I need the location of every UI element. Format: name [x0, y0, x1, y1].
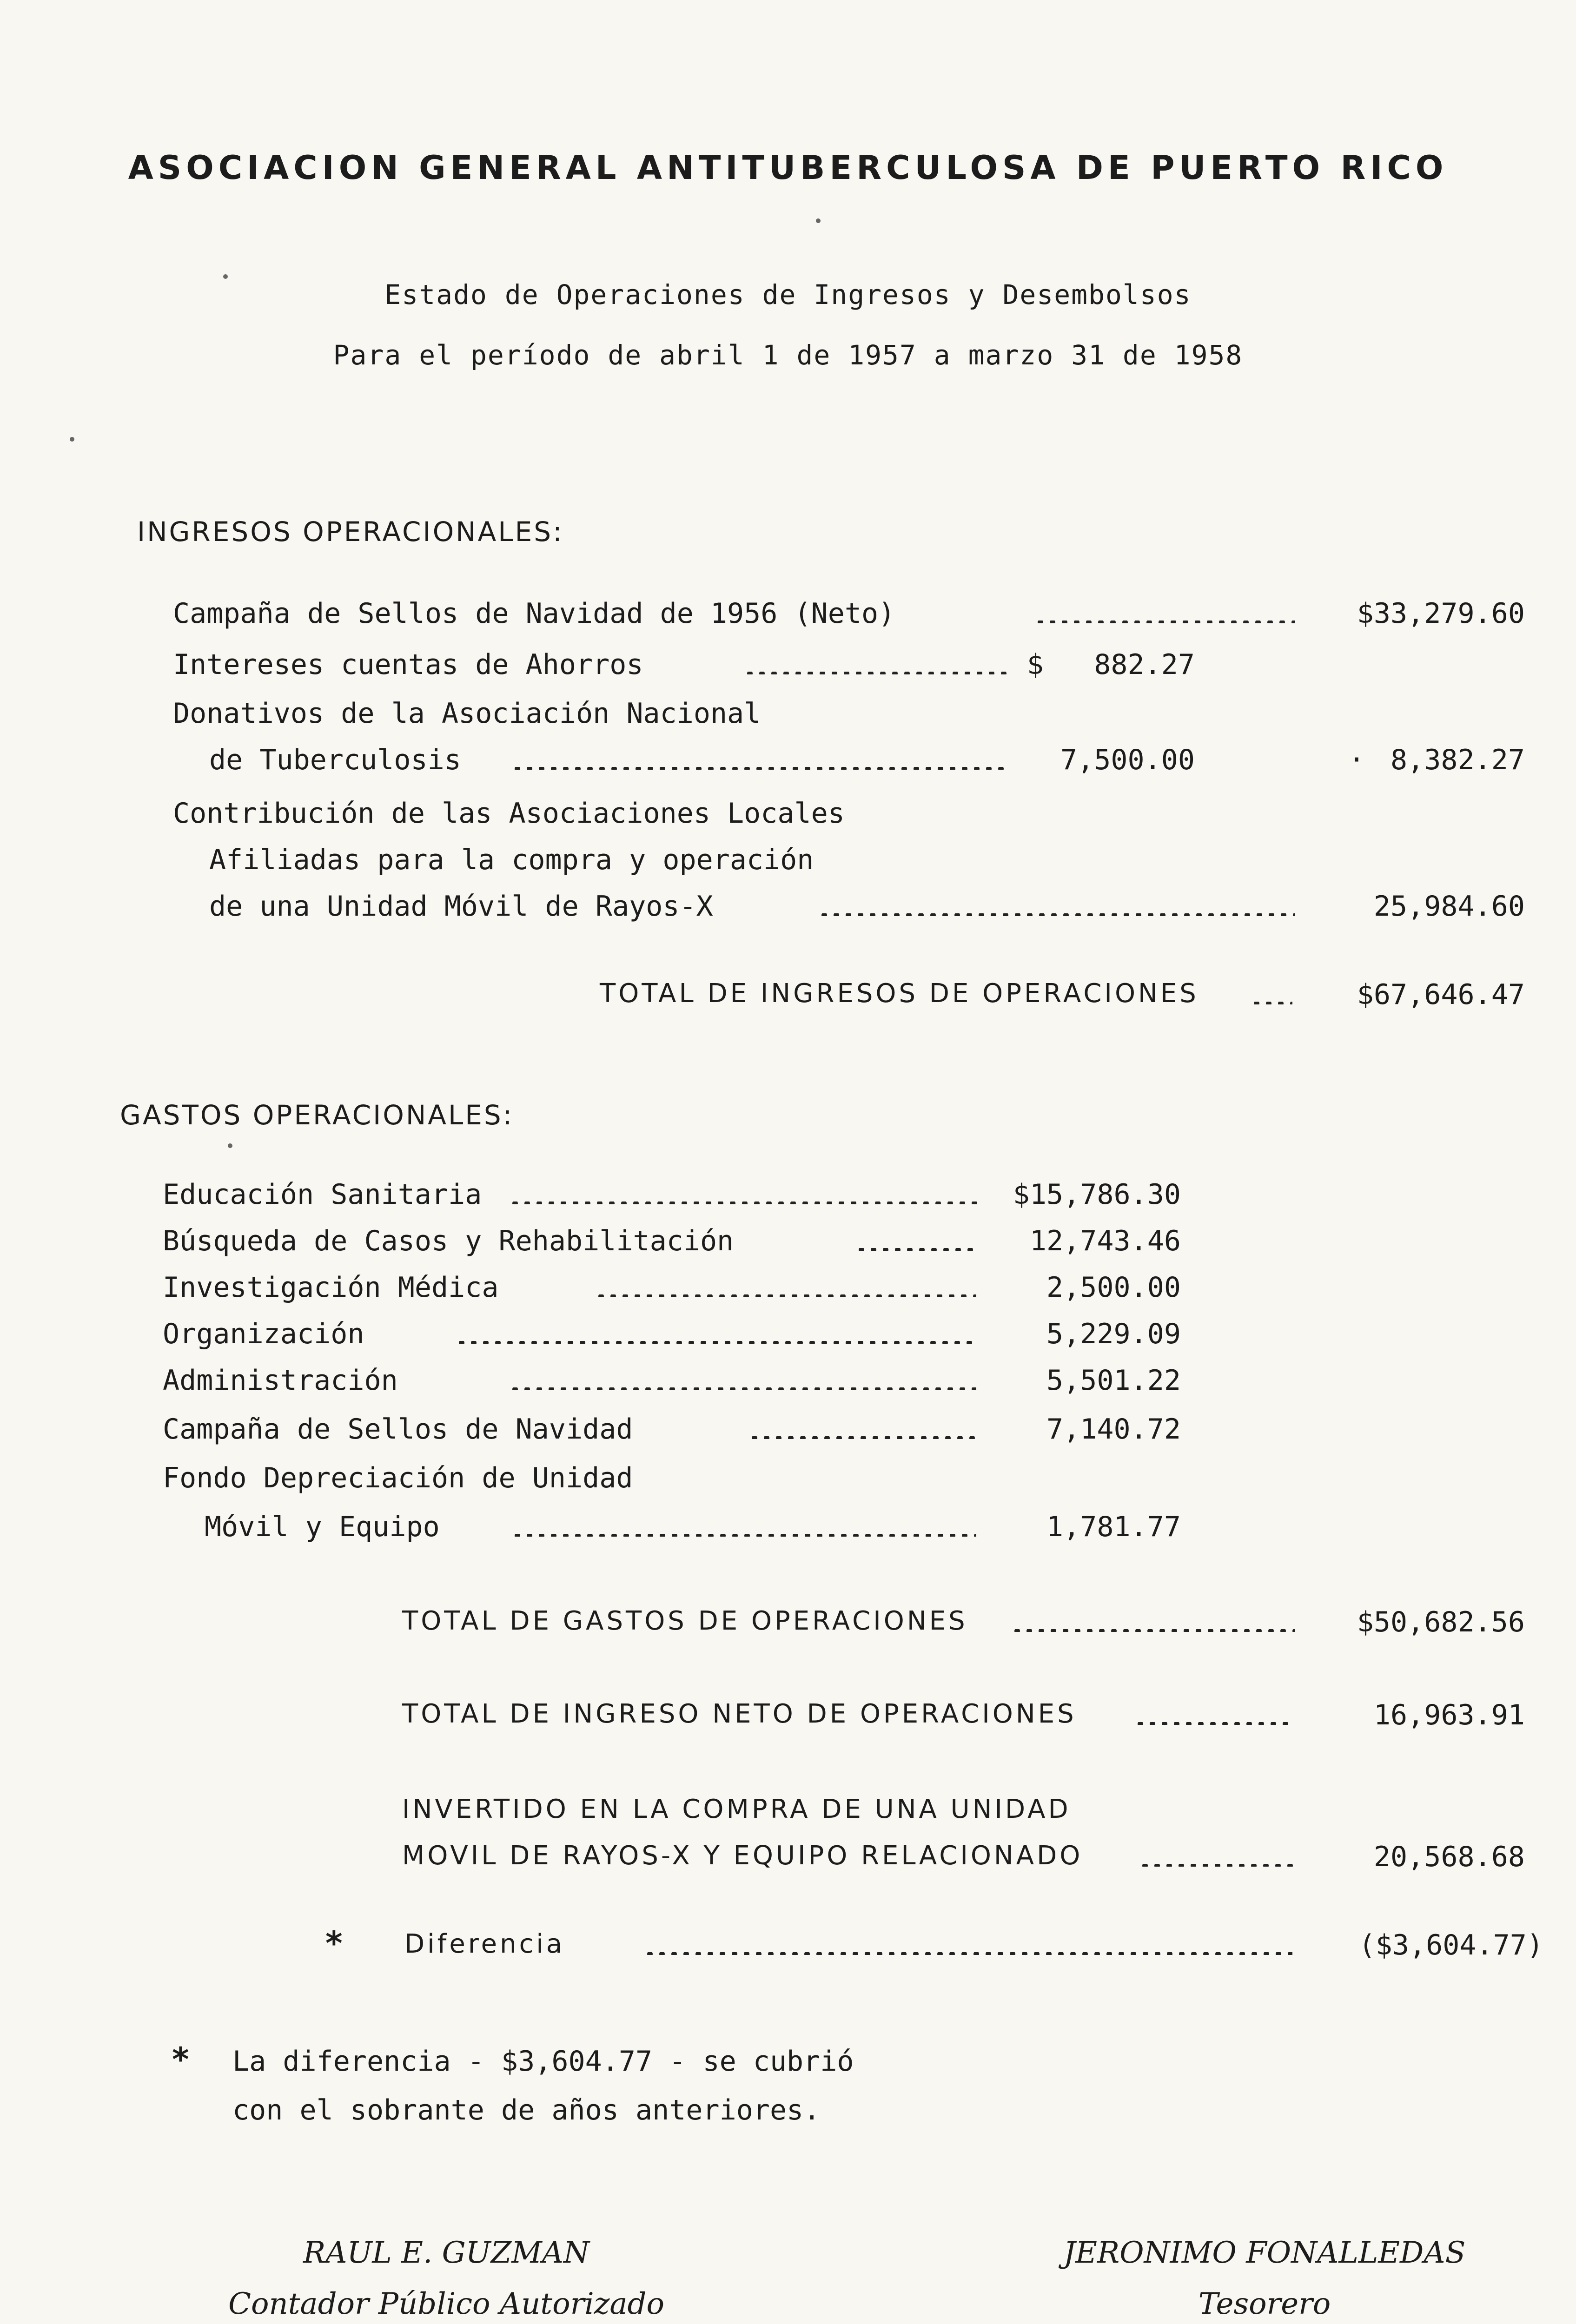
signatory-left-name: RAUL E. GUZMAN — [303, 2236, 589, 2270]
note-asterisk: * — [172, 2040, 189, 2079]
diferencia-label: Diferencia — [404, 1929, 565, 1959]
ingresos-heading: INGRESOS OPERACIONALES: — [137, 516, 564, 548]
gasto-label: Educación Sanitaria — [163, 1178, 482, 1211]
gasto-amount: 5,229.09 — [1046, 1318, 1181, 1350]
gasto-amount: 12,743.46 — [1029, 1225, 1181, 1257]
statement-subtitle: Estado de Operaciones de Ingresos y Desembolsos — [384, 279, 1192, 310]
leader-dots — [1034, 621, 1295, 623]
leader-dots — [456, 1341, 976, 1344]
leader-dots — [595, 1294, 976, 1297]
signatory-right-name: JERONIMO FONALLEDAS — [1063, 2236, 1466, 2270]
total-ingresos-value: $67,646.47 — [1357, 978, 1525, 1011]
intereses-label: Intereses cuentas de Ahorros — [173, 648, 643, 681]
period-subtitle: Para el período de abril 1 de 1957 a marzo 31 de 1958 — [333, 339, 1243, 371]
signatory-left-title: Contador Público Autorizado — [228, 2287, 665, 2321]
donativos-label-1: Donativos de la Asociación Nacional — [173, 697, 761, 730]
invertido-label-2: MOVIL DE RAYOS-X Y EQUIPO RELACIONADO — [402, 1841, 1083, 1871]
gasto-amount: $15,786.30 — [1013, 1178, 1181, 1211]
gasto-amount: 7,140.72 — [1046, 1413, 1181, 1446]
scan-speck — [816, 218, 821, 223]
leader-dots — [744, 672, 1007, 674]
note-line-1: La diferencia - $3,604.77 - se cubrió — [232, 2045, 854, 2078]
gastos-heading: GASTOS OPERACIONALES: — [120, 1099, 514, 1131]
leader-dots — [1011, 1629, 1295, 1632]
total-gastos-label: TOTAL DE GASTOS DE OPERACIONES — [402, 1606, 968, 1636]
donativos-subtotal: 8,382.27 — [1391, 744, 1525, 776]
contribucion-label-1: Contribución de las Asociaciones Locales — [173, 797, 845, 830]
total-neto-value: 16,963.91 — [1373, 1699, 1525, 1731]
gasto-label: Organización — [163, 1318, 364, 1350]
gasto-label: Campaña de Sellos de Navidad — [163, 1413, 633, 1446]
scan-speck — [223, 274, 228, 279]
gasto-label: Búsqueda de Casos y Rehabilitación — [163, 1225, 734, 1257]
leader-dots — [511, 767, 1009, 770]
contribucion-label-2: Afiliadas para la compra y operación — [209, 844, 814, 876]
leader-dots — [818, 913, 1295, 916]
scan-speck — [228, 1143, 232, 1148]
leader-dots — [1134, 1722, 1295, 1725]
bullet-dot: · — [1348, 744, 1365, 776]
fondo-label-1: Fondo Depreciación de Unidad — [163, 1462, 633, 1494]
gasto-label: Administración — [163, 1364, 398, 1397]
donativos-label-2: de Tuberculosis — [209, 744, 461, 776]
total-ingresos-label: TOTAL DE INGRESOS DE OPERACIONES — [600, 978, 1199, 1009]
gasto-amount: 5,501.22 — [1046, 1364, 1181, 1397]
signatory-right-title: Tesorero — [1198, 2287, 1331, 2321]
diferencia-value: ($3,604.77) — [1358, 1929, 1543, 1961]
invertido-value: 20,568.68 — [1373, 1841, 1525, 1873]
scan-speck — [70, 437, 74, 442]
leader-dots — [1139, 1864, 1295, 1867]
fondo-amount: 1,781.77 — [1046, 1511, 1181, 1543]
asterisk-mark: * — [325, 1924, 343, 1962]
gasto-label: Investigación Médica — [163, 1271, 499, 1304]
donativos-amount: 7,500.00 — [1060, 744, 1195, 776]
invertido-label-1: INVERTIDO EN LA COMPRA DE UNA UNIDAD — [402, 1794, 1071, 1824]
campana-total: $33,279.60 — [1357, 597, 1525, 630]
leader-dots — [644, 1952, 1292, 1955]
contribucion-label-3: de una Unidad Móvil de Rayos-X — [209, 890, 713, 923]
campana-label: Campaña de Sellos de Navidad de 1956 (Neto) — [173, 597, 895, 630]
page-title: ASOCIACION GENERAL ANTITUBERCULOSA DE PUERTO RICO — [128, 149, 1448, 187]
note-line-2: con el sobrante de años anteriores. — [232, 2094, 821, 2126]
leader-dots — [509, 1387, 976, 1390]
total-neto-label: TOTAL DE INGRESO NETO DE OPERACIONES — [402, 1699, 1077, 1729]
intereses-amount: $ 882.27 — [1026, 648, 1195, 681]
fondo-label-2: Móvil y Equipo — [205, 1511, 440, 1543]
leader-dots — [511, 1534, 976, 1537]
contribucion-total: 25,984.60 — [1373, 890, 1525, 923]
leader-dots — [509, 1202, 981, 1204]
total-gastos-value: $50,682.56 — [1357, 1606, 1525, 1638]
gasto-amount: 2,500.00 — [1046, 1271, 1181, 1304]
